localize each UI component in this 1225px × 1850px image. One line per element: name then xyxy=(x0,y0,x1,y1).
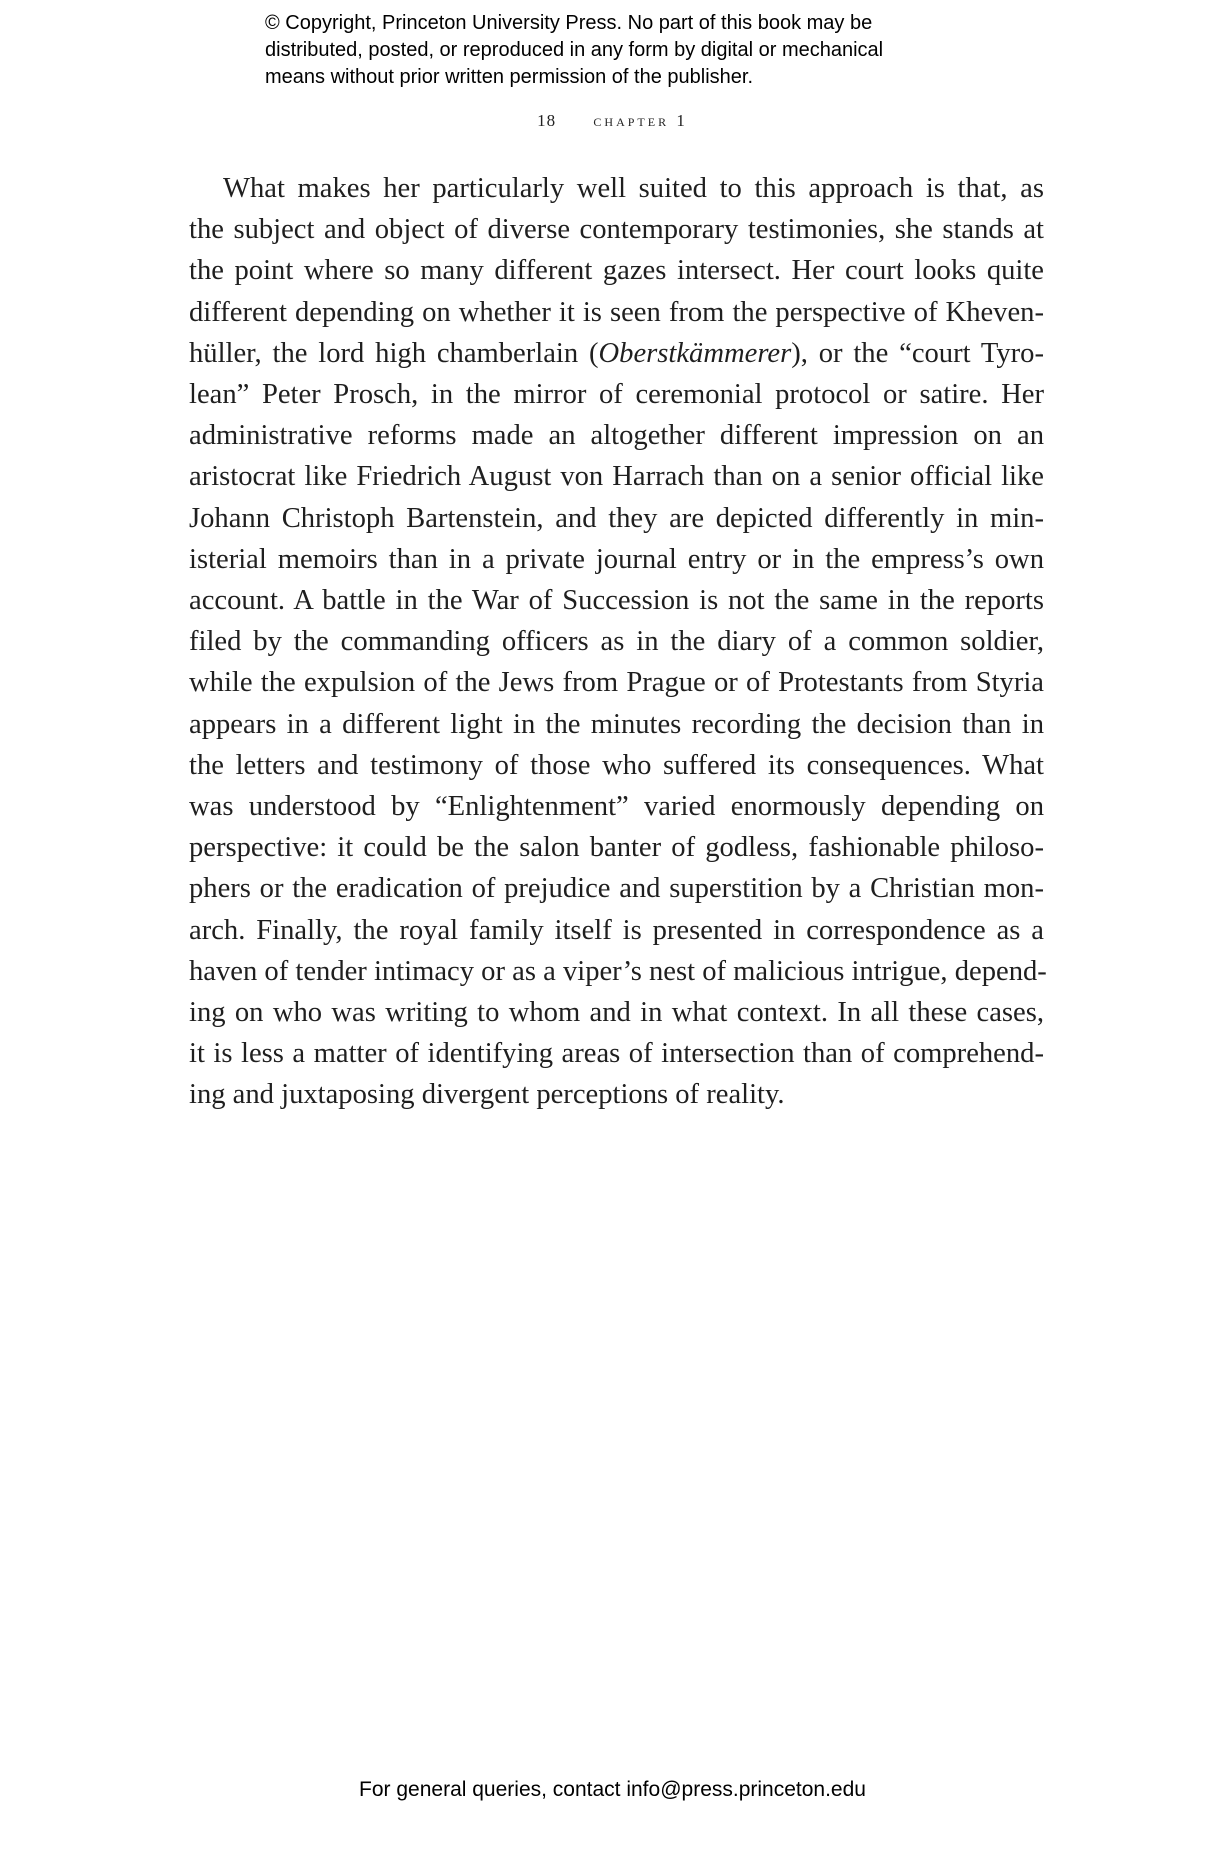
text-line: What makes her particularly well suited to this approach is that, as xyxy=(223,173,1044,204)
text-line: isterial memoirs than in a private journal entry or in the empress’s own xyxy=(189,543,1044,575)
text-line: Johann Christoph Bartenstein, and they are depicted differently in min- xyxy=(189,502,1044,534)
text-segment: hüller, the lord high chamberlain ( xyxy=(189,337,599,369)
text-line: haven of tender intimacy or as a viper’s nest of malicious intrigue, depend- xyxy=(189,955,1047,987)
text-line: the point where so many different gazes intersect. Her court looks quite xyxy=(189,255,1044,287)
text-line: the subject and object of diverse contemporary testimonies, she stands at xyxy=(189,214,1044,246)
text-line: the letters and testimony of those who suffered its consequences. What xyxy=(189,749,1044,781)
footer-contact: For general queries, contact info@press.princeton.edu xyxy=(359,1778,866,1801)
text-line: appears in a different light in the minutes recording the decision than in xyxy=(189,708,1044,740)
italic-term: Oberstkämmerer xyxy=(598,337,792,369)
copyright-line: means without prior written permission of the publisher. xyxy=(265,66,754,88)
text-line: ing on who was writing to whom and in what context. In all these cases, xyxy=(189,997,1044,1029)
text-line: lean” Peter Prosch, in the mirror of ceremonial protocol or satire. Her xyxy=(189,379,1044,411)
text-line: different depending on whether it is seen from the perspective of Kheven- xyxy=(189,296,1044,328)
page-number: 18 xyxy=(537,111,557,130)
text-line: arch. Finally, the royal family itself is presented in correspondence as a xyxy=(189,914,1044,946)
text-line: phers or the eradication of prejudice and superstition by a Christian mon- xyxy=(189,873,1044,905)
text-line-with-italic xyxy=(189,333,1044,374)
copyright-line: © Copyright, Princeton University Press. No part of this book may be xyxy=(265,12,873,34)
body-paragraph xyxy=(189,168,1047,1116)
text-line: it is less a matter of identifying areas of intersection than of comprehend- xyxy=(189,1038,1044,1070)
copyright-notice xyxy=(265,10,965,91)
running-head xyxy=(0,111,1225,131)
text-line: administrative reforms made an altogether different impression on an xyxy=(189,420,1044,452)
text-line: aristocrat like Friedrich August von Harrach than on a senior official like xyxy=(189,461,1044,493)
text-line: while the expulsion of the Jews from Prague or of Protestants from Styria xyxy=(189,667,1044,699)
text-line: filed by the commanding officers as in the diary of a common soldier, xyxy=(189,626,1044,658)
text-line: was understood by “Enlightenment” varied enormously depending on xyxy=(189,791,1044,823)
copyright-line: distributed, posted, or reproduced in any form by digital or mechanical xyxy=(265,39,884,61)
text-line: perspective: it could be the salon banter of godless, fashionable philoso- xyxy=(189,832,1044,864)
text-segment: ), or the “court Tyro- xyxy=(791,337,1044,369)
text-line: ing and juxtaposing divergent perceptions of reality. xyxy=(189,1079,785,1111)
chapter-label: chapter 1 xyxy=(593,111,688,130)
text-line: account. A battle in the War of Succession is not the same in the reports xyxy=(189,585,1044,617)
